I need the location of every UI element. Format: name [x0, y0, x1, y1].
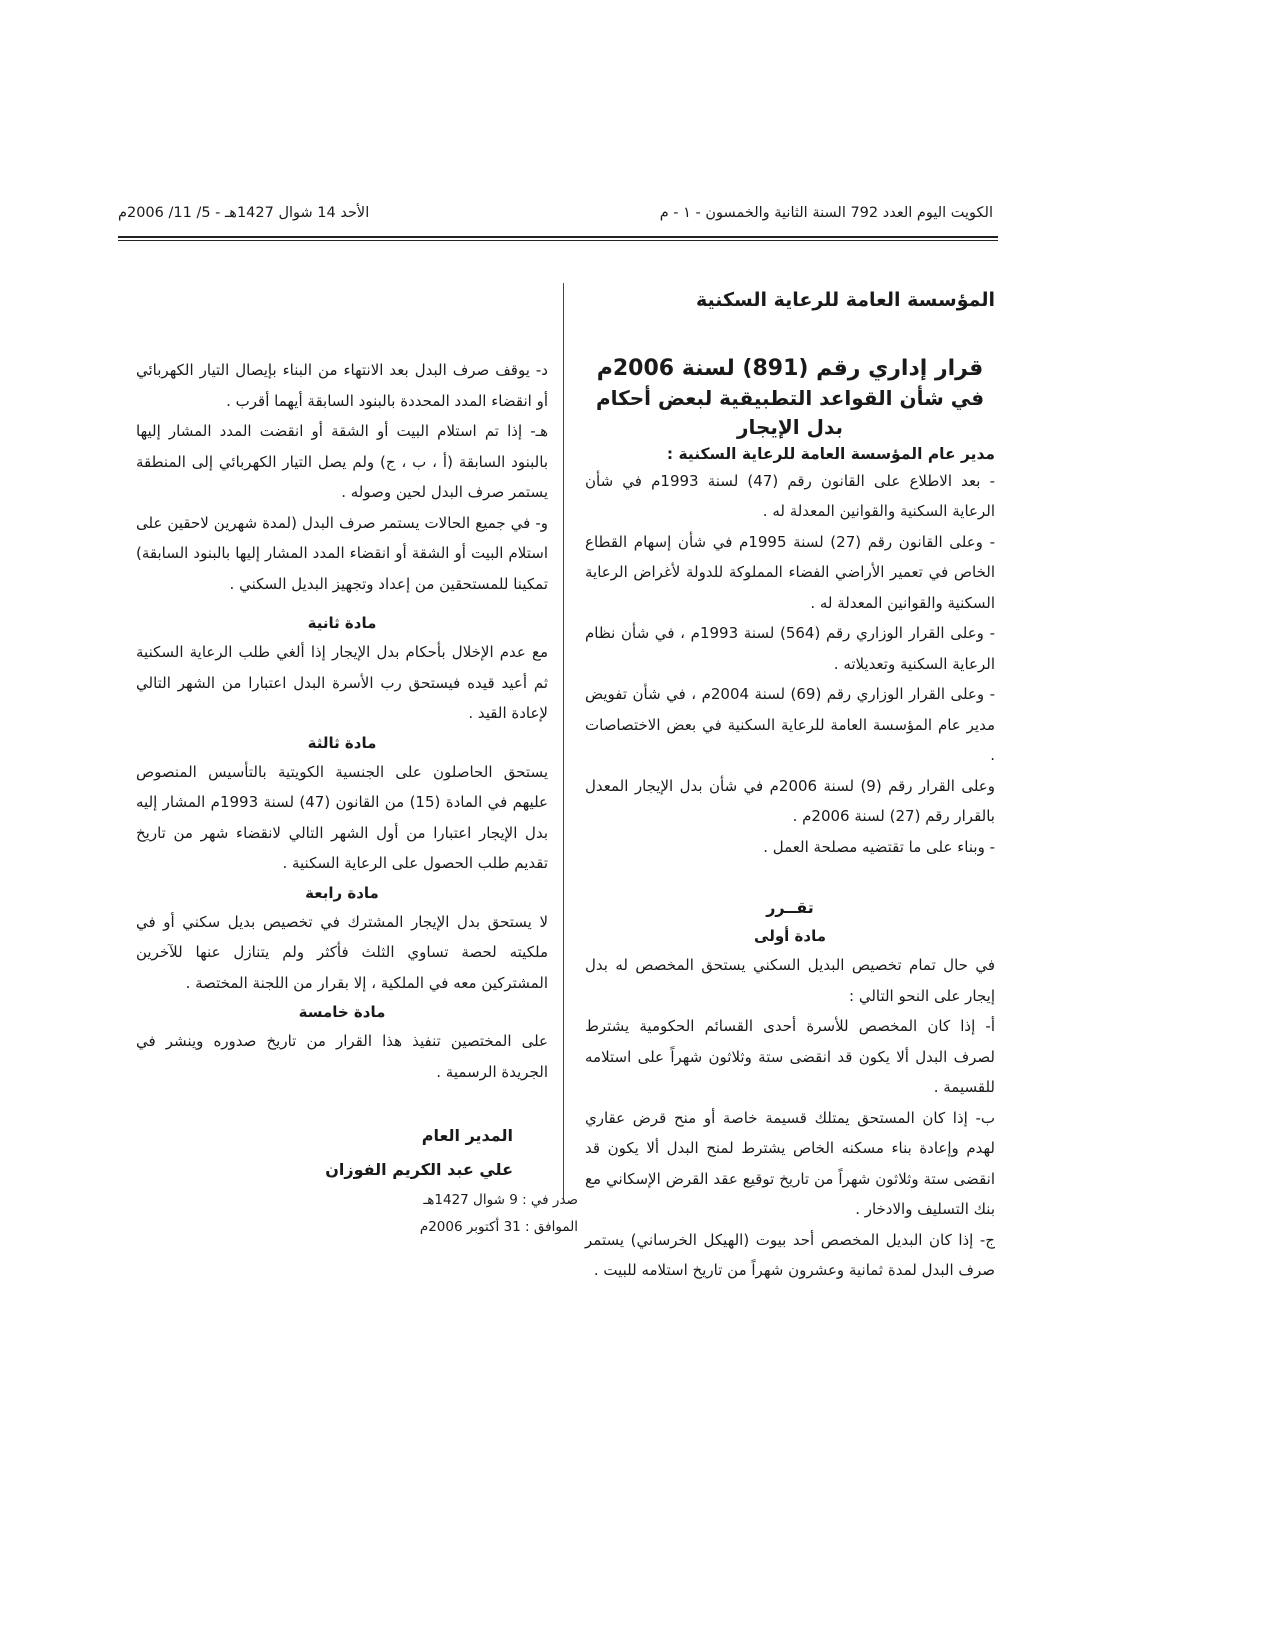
article-3-heading: مادة ثالثة [307, 733, 377, 752]
article-5-text: على المختصين تنفيذ هذا القرار من تاريخ صدوره وينشر في الجريدة الرسمية . [136, 1032, 548, 1081]
preamble-item: - بعد الاطلاع على القانون رقم (47) لسنة 1993م في شأن الرعاية السكنية والقوانين المعدلة له . [585, 471, 995, 520]
article-3-text: يستحق الحاصلون على الجنسية الكويتية بالتأسيس المنصوص عليهم في المادة (15) من القانون (47) لسنة 1993م المشار إليه بدل الإيجار اعتبارا من أول الشهر التالي لانقضاء شهر من تاريخ تقديم طلب الحصول على الرعاية السكنية . [136, 762, 548, 872]
article-1-clause-f: و- في جميع الحالات يستمر صرف البدل (لمدة شهرين لاحقين على استلام البيت أو الشقة أو انقضاء المدد المشار إليها بالبنود السابقة) تمكينا للمستحقين من إعداد وتجهيز البديل السكني . [136, 513, 548, 593]
article-1-clause-c: ج- إذا كان البديل المخصص أحد بيوت (الهيكل الخرساني) يستمر صرف البدل لمدة ثمانية وعشرون شهراً من تاريخ استلامه للبيت . [585, 1230, 995, 1279]
decision-title: قرار إداري رقم (891) لسنة 2006م [596, 355, 984, 381]
article-1-heading: مادة أولى [754, 927, 826, 945]
signature-title: المدير العام [421, 1126, 513, 1145]
article-2-heading: مادة ثانية [307, 614, 377, 632]
article-1-clause-d: د- يوقف صرف البدل بعد الانتهاء من البناء بإيصال التيار الكهربائي أو انقضاء المدد المحددة بالبنود السابقة أيهما أقرب . [136, 361, 548, 410]
article-2-text: مع عدم الإخلال بأحكام بدل الإيجار إذا ألغي طلب الرعاية السكنية ثم أعيد قيده فيستحق رب الأسرة البدل اعتبارا من الشهر التالي لإعادة القيد . [136, 643, 548, 722]
decides-heading: تقــرر [766, 898, 814, 917]
article-4-text: لا يستحق بدل الإيجار المشترك في تخصيص بديل سكني أو في ملكيته لحصة تساوي الثلث فأكثر ولم يتنازل عنها للآخرين المشتركين معه في الملكية ، إلا بقرار من اللجنة المختصة . [136, 912, 548, 992]
header-rule-thin [118, 240, 998, 241]
signature-name: علي عبد الكريم الفوزان [325, 1160, 513, 1179]
preamble-item: - وبناء على ما تقتضيه مصلحة العمل . [763, 837, 995, 856]
column-divider [563, 283, 564, 1200]
page-header-date: الأحد 14 شوال 1427هـ - 5/ 11/ 2006م [118, 205, 370, 221]
organization-name: المؤسسة العامة للرعاية السكنية [695, 289, 995, 311]
left-column [136, 355, 578, 1241]
preamble-item: - وعلى القرار الوزاري رقم (564) لسنة 1993م ، في شأن نظام الرعاية السكنية وتعديلاته . [585, 624, 995, 673]
article-1-intro: في حال تمام تخصيص البديل السكني يستحق المخصص له بدل إيجار على النحو التالي : [585, 956, 995, 1005]
article-1-clause-a: أ- إذا كان المخصص للأسرة أحدى القسائم الحكومية يشترط لصرف البدل ألا يكون قد انقضى ستة وثلاثون شهراً على استلامه للقسيمة . [585, 1017, 995, 1096]
preamble-item: - وعلى القانون رقم (27) لسنة 1995م في شأن إسهام القطاع الخاص في تعمير الأراضي الفضاء المملوكة للدولة لأغراض الرعاية السكنية والقوانين المعدلة له . [585, 532, 995, 612]
header-rule [118, 236, 998, 238]
director-line: مدير عام المؤسسة العامة للرعاية السكنية : [666, 444, 995, 463]
page-header-issue: الكويت اليوم العدد 792 السنة الثانية والخمسون - ١ - م [659, 205, 993, 221]
article-1-clause-b: ب- إذا كان المستحق يمتلك قسيمة خاصة أو منح قرض عقاري لهدم وإعادة بناء مسكنه الخاص يشترط لمنح البدل ألا يكون قد انقضى ستة وثلاثون شهراً من تاريخ توقيع عقد القرض الإسكاني مع بنك التسليف والادخار . [585, 1108, 995, 1218]
decision-subtitle: في شأن القواعد التطبيقية لبعض أحكام بدل الإيجار [595, 385, 985, 439]
article-1-clause-e: هـ- إذا تم استلام البيت أو الشقة أو انقضت المدد المشار إليها بالبنود السابقة (أ ، ب ، ج) ولم يصل التيار الكهربائي إلى المنطقة يستمر صرف البدل لحين وصوله . [136, 422, 548, 501]
article-5-heading: مادة خامسة [298, 1003, 386, 1021]
right-column [585, 285, 995, 1286]
issued-gregorian-date: الموافق : 31 أكتوبر 2006م [419, 1219, 578, 1235]
issued-hijri-date: صدر في : 9 شوال 1427هـ [423, 1192, 578, 1208]
preamble-item: وعلى القرار رقم (9) لسنة 2006م في شأن بدل الإيجار المعدل بالقرار رقم (27) لسنة 2006م . [585, 776, 995, 825]
preamble-item: - وعلى القرار الوزاري رقم (69) لسنة 2004م ، في شأن تفويض مدير عام المؤسسة العامة للرعاية السكنية في بعض الاختصاصات . [585, 685, 996, 764]
article-4-heading: مادة رابعة [305, 883, 379, 902]
